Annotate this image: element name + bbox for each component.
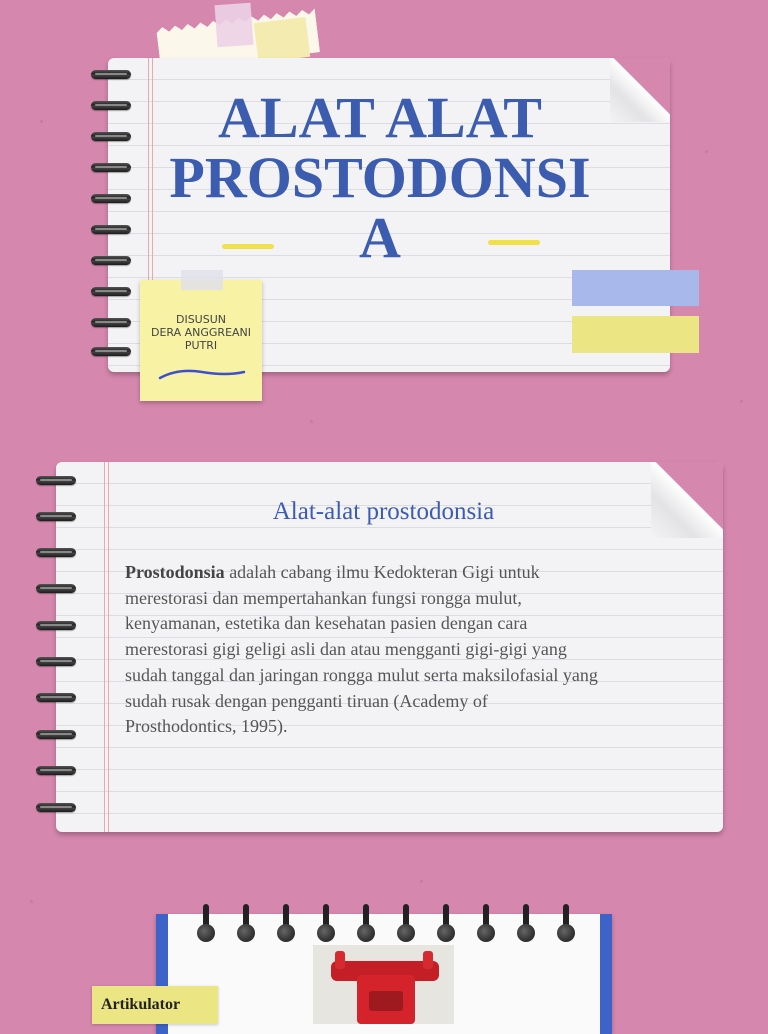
author-sticky-note [140, 280, 262, 401]
binder-hole [397, 924, 415, 942]
background-speck [420, 880, 423, 883]
spiral-ring [91, 347, 131, 356]
binder-hole [197, 924, 215, 942]
spiral-ring [91, 225, 131, 234]
note-tape [181, 270, 223, 290]
background-speck [740, 400, 743, 403]
background-speck [705, 150, 708, 153]
paragraph-text: adalah cabang ilmu Kedokteran Gigi untuk [224, 562, 540, 582]
section-heading: Alat-alat prostodonsia [272, 498, 495, 525]
articulator-photo [313, 945, 454, 1024]
note-line-3: PUTRI [184, 339, 218, 352]
spiral-ring [36, 766, 76, 775]
blue-sticky-tab [572, 270, 699, 306]
title-line-1: ALAT ALAT [218, 85, 542, 150]
spiral-ring [36, 803, 76, 812]
yellow-sticky-tab [572, 316, 699, 353]
paragraph-line: kenyamanan, estetika dan kesehatan pasien dengan cara [125, 613, 528, 634]
spiral-ring [36, 476, 76, 485]
binder-hole [477, 924, 495, 942]
articulator-knob [335, 951, 345, 969]
binder-hole [517, 924, 535, 942]
spiral-ring [36, 584, 76, 593]
spiral-ring [36, 548, 76, 557]
title-line-2: PROSTODONSI [169, 145, 591, 210]
binder-hole [437, 924, 455, 942]
spiral-ring [91, 163, 131, 172]
articulator-knob [423, 951, 433, 969]
spiral-ring [91, 318, 131, 327]
spiral-ring [36, 730, 76, 739]
note-line-2: DERA ANGGREANI [150, 326, 252, 339]
spiral-ring [36, 657, 76, 666]
paragraph-line: sudah rusak dengan pengganti tiruan (Academy of [125, 690, 488, 711]
washi-tape [254, 17, 310, 63]
defined-term: Prostodonsia [125, 562, 225, 582]
spiral-ring [36, 621, 76, 630]
title-line-3: A [359, 205, 401, 270]
note-line-1: DISUSUN [175, 313, 226, 326]
background-speck [310, 420, 313, 423]
photo-label: Artikulator [92, 986, 218, 1024]
articulator-frame-shadow [369, 991, 403, 1011]
binder-hole [357, 924, 375, 942]
background-speck [40, 120, 43, 123]
paragraph-line: sudah tanggal dan jaringan rongga mulut serta maksilofasial yang [125, 664, 598, 685]
spiral-ring [91, 287, 131, 296]
binder-hole [277, 924, 295, 942]
binder-hole [557, 924, 575, 942]
washi-tape [215, 3, 254, 47]
binder-hole [237, 924, 255, 942]
spiral-ring [91, 256, 131, 265]
spiral-ring [91, 132, 131, 141]
pen-underline-icon [158, 366, 246, 382]
highlight-dash [222, 244, 274, 249]
paragraph-line: Prosthodontics, 1995). [125, 716, 288, 737]
spiral-ring [36, 693, 76, 702]
highlight-dash [488, 240, 540, 245]
binder-hole [317, 924, 335, 942]
paragraph-line: merestorasi gigi geligi asli dan atau mengganti gigi-gigi yang [125, 639, 567, 660]
slide-title [130, 85, 630, 270]
definition-paragraph [125, 560, 705, 740]
spiral-ring [91, 70, 131, 79]
paragraph-line: merestorasi dan mempertahankan fungsi rongga mulut, [125, 587, 522, 608]
background-speck [30, 900, 33, 903]
spiral-ring [91, 101, 131, 110]
spiral-ring [91, 194, 131, 203]
paragraph-line [125, 560, 705, 586]
